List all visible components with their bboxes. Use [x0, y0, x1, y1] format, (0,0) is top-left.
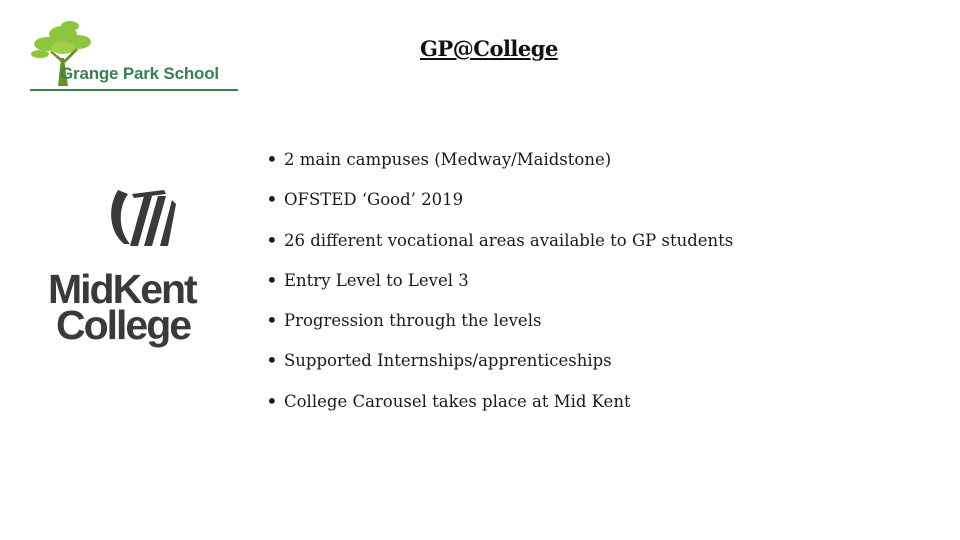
bullet-item: • College Carousel takes place at Mid Kent	[266, 388, 733, 428]
logo-underline	[30, 89, 238, 91]
bullet-item: • 2 main campuses (Medway/Maidstone)	[266, 146, 733, 186]
grange-park-name: Grange Park School	[60, 64, 219, 83]
page-title: GP@College	[420, 36, 558, 61]
bullet-item: • 26 different vocational areas available to GP students	[266, 227, 733, 267]
bullet-item: • Entry Level to Level 3	[266, 267, 733, 307]
bullet-item: • Progression through the levels	[266, 307, 733, 347]
midkent-logo	[48, 186, 228, 346]
midkent-word-line2: College	[56, 302, 191, 348]
grange-park-logo	[28, 18, 242, 94]
midkent-emblem-icon	[110, 186, 176, 248]
midkent-word-line1: MidKent	[48, 266, 196, 312]
bullet-item: • OFSTED ‘Good’ 2019	[266, 186, 733, 226]
bullet-list	[266, 146, 733, 428]
bullet-item: • Supported Internships/apprenticeships	[266, 347, 733, 387]
